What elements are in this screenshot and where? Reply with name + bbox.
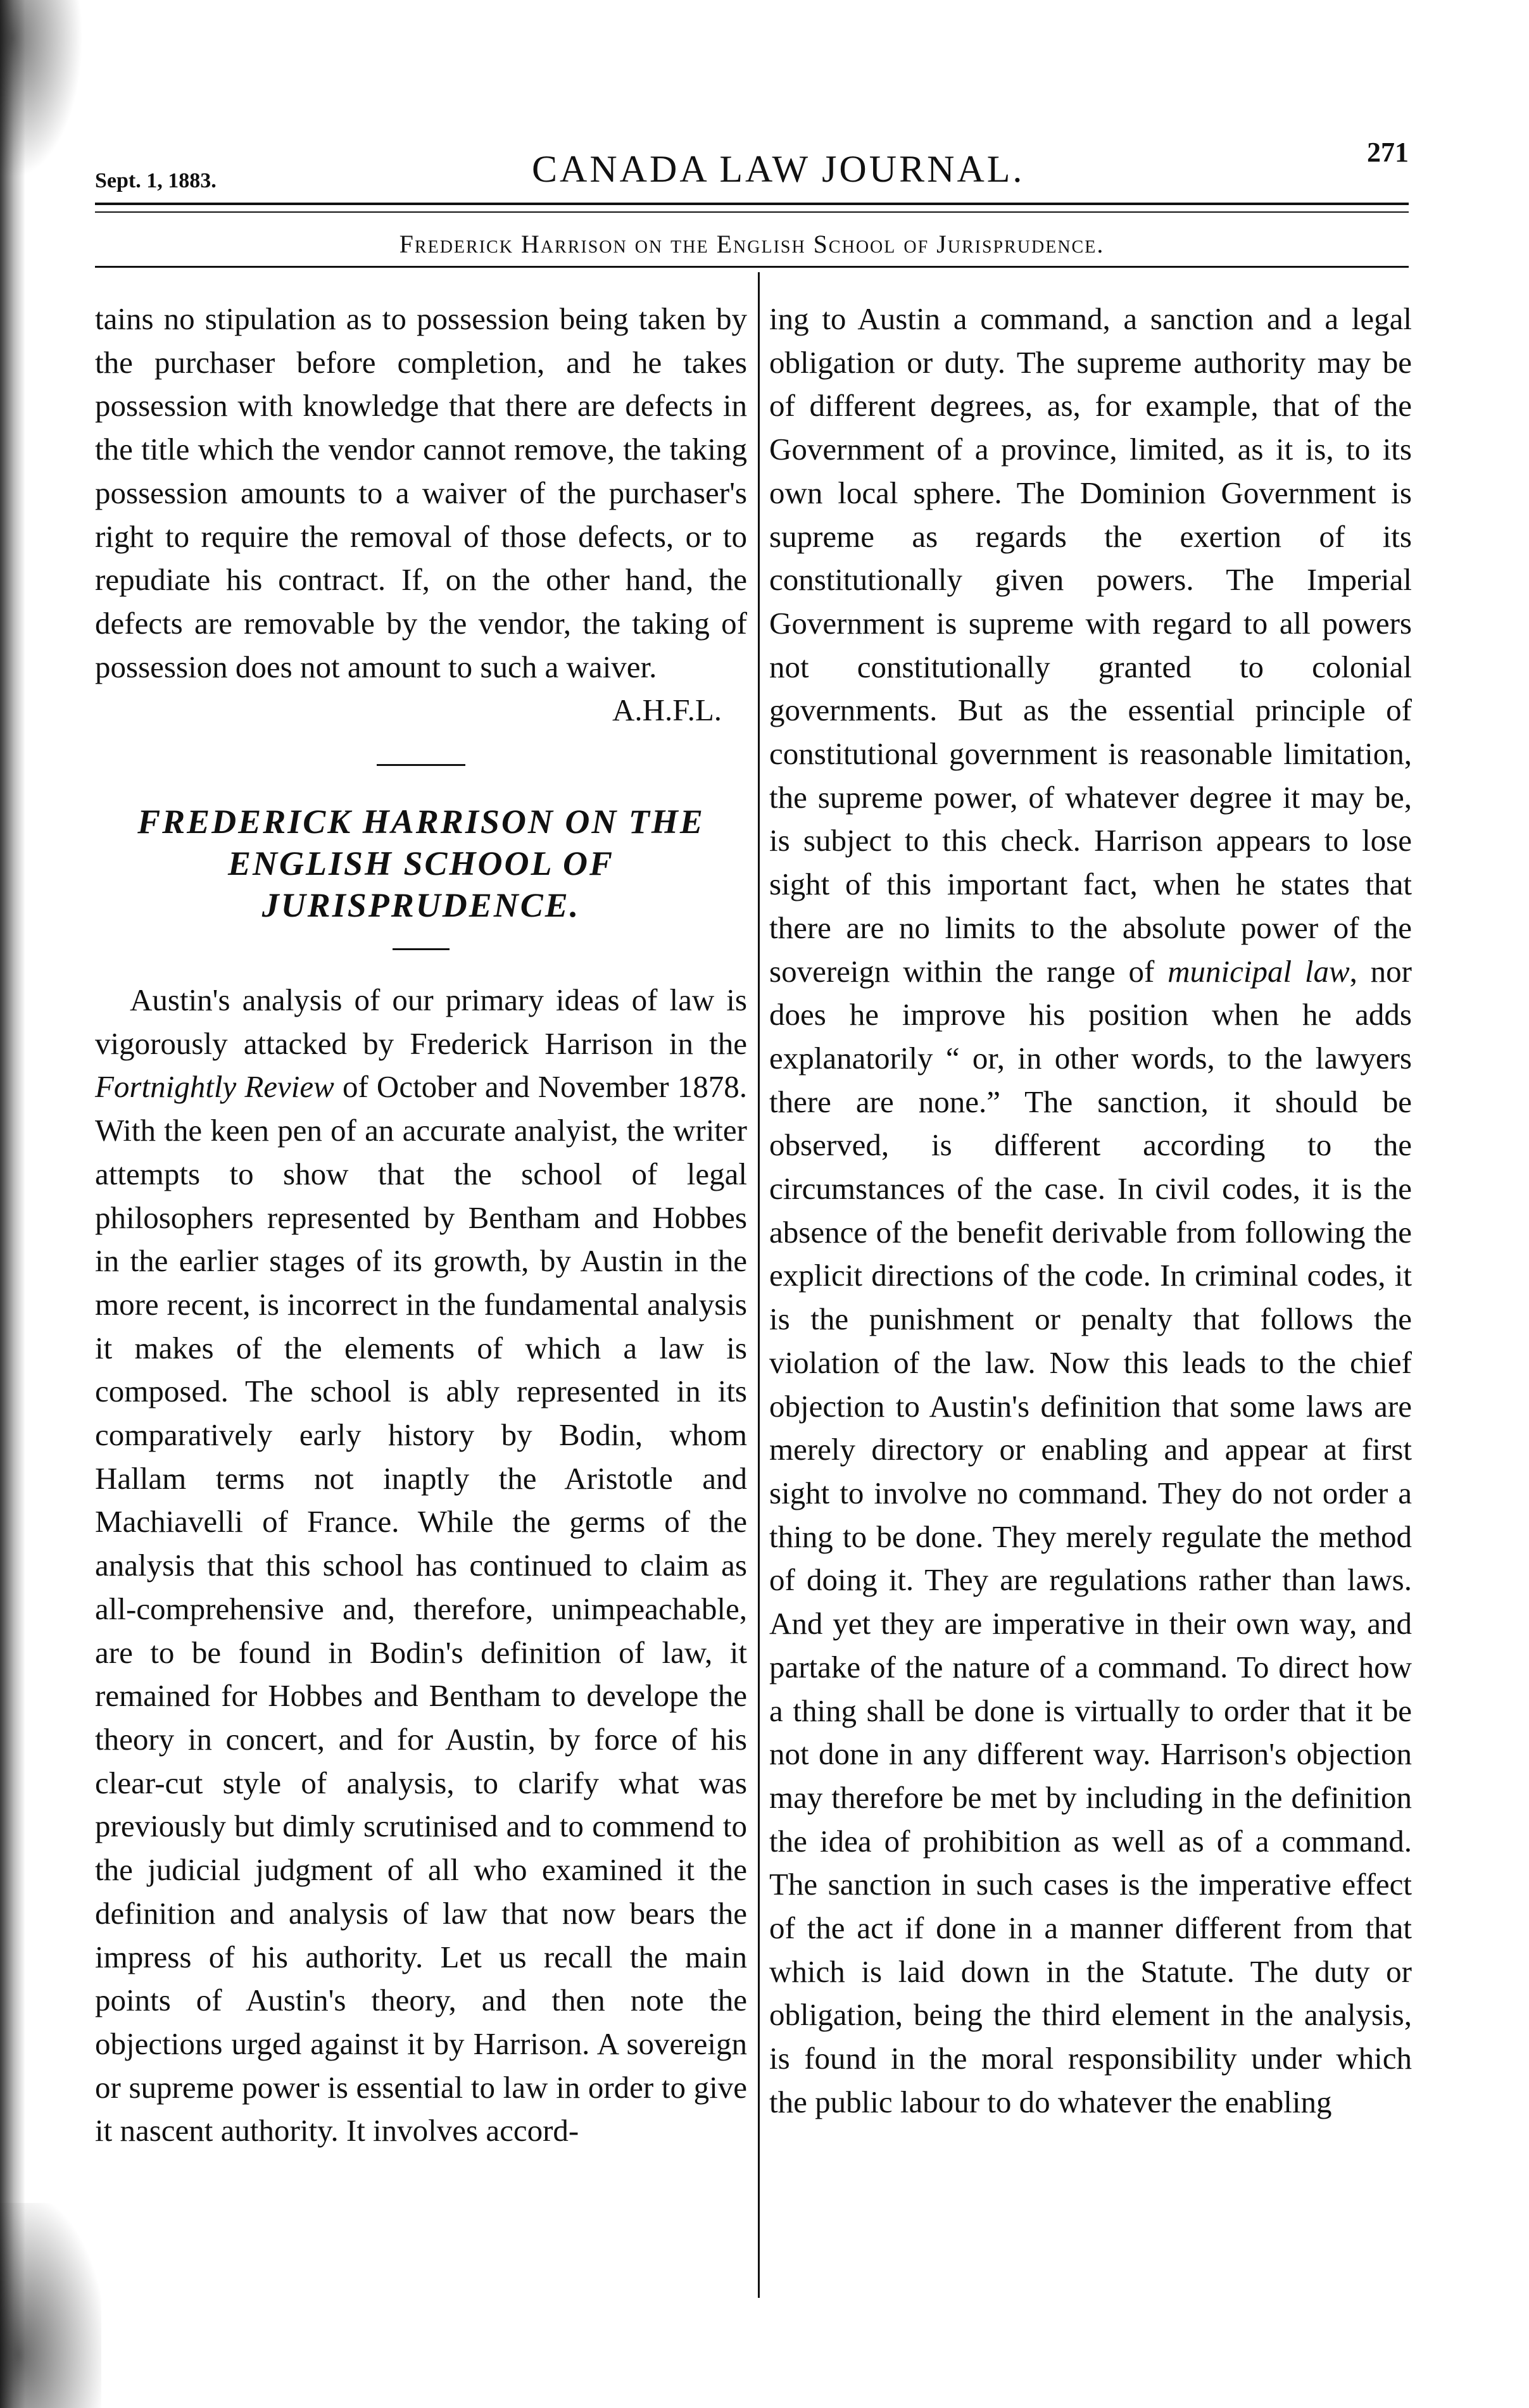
text-run: of October and November 1878. With the keen pen of an accurate analyist, the writer attempts to show that the school of legal philosophers represented by Bentham and Hobbes in the earlier stages of its growth, by Austin in the more recent, is incorrect in the fundamental analysis it makes of the elements of which a law is composed. The school is ably represented in its comparatively early history by Bodin, whom Hallam terms not inaptly the Aristotle and Machiavelli of France. While the germs of the analysis that this school has continued to claim as all-comprehensive and, therefore, unimpeachable, are to be found in Bodin's definition of law, it remained for Hobbes and Bentham to develope the theory in concert, and for Austin, by force of his clear-cut style of analysis, to clarify what was previously but dimly scrutinised and to commend to the judicial judgment of all who examined it the definition and analysis of law that now bears the impress of his authority. Let us recall the main points of Austin's theory, and then note the objections urged against it by Harrison. A sovereign or supreme power is essential to law in order to give it nascent authority. It involves accord- xyxy=(95,1069,747,2148)
section-divider xyxy=(377,764,465,766)
text-run: , nor does he improve his position when he adds explanatorily “ or, in other words, to the lawyers there are none.” The sanction, it should be observed, is different according to the circumstances of the case. In civil codes, it is the absence of the benefit derivable from following the explicit directions of the code. In criminal codes, it is the punishment or penalty that follows the violation of the law. Now this leads to the chief objection to Austin's definition that some laws are merely directory or enabling and appear at first sight to involve no command. They do not order a thing to be done. They merely regulate the method of doing it. They are regulations rather than laws. And yet they are imperative in their own way, and partake of the nature of a command. To direct how a thing shall be done is virtually to order that it be not done in any different way. Harrison's objection may therefore be met by including in the definition the idea of prohibition as well as of a command. The sanction in such cases is the imperative effect of the act if done in a manner different from that which is laid down in the Statute. The duty or obligation, being the third element in the analysis, is found in the moral responsibility under which the public labour to do whatever the enabling xyxy=(769,953,1412,2119)
article-paragraph-continued xyxy=(769,298,1412,2124)
author-initials: A.H.F.L. xyxy=(612,693,722,728)
header-rule-thin xyxy=(95,211,1409,213)
column-divider xyxy=(758,272,760,2298)
title-divider xyxy=(393,948,450,950)
issue-date: Sept. 1, 1883. xyxy=(95,169,217,192)
page-edge-shadow xyxy=(0,0,25,2408)
right-column xyxy=(769,298,1412,2124)
article-paragraph xyxy=(95,979,747,2153)
scan-speckle-bottom xyxy=(0,2203,101,2408)
page-number: 271 xyxy=(1367,137,1409,168)
scan-speckle-top xyxy=(0,0,89,190)
running-title: Frederick Harrison on the English School of Jurisprudence. xyxy=(399,230,1105,258)
article-title xyxy=(95,801,747,926)
running-title-rule xyxy=(95,266,1409,268)
article-title-line: ENGLISH SCHOOL OF xyxy=(227,844,615,883)
left-column xyxy=(95,298,747,2153)
journal-title: CANADA LAW JOURNAL. xyxy=(532,148,1025,190)
publication-name: Fortnightly Review xyxy=(95,1069,334,1105)
text-run: ing to Austin a command, a sanction and a legal obligation or duty. The supreme authority may be of different degrees, as, for example, that of the Government of a province, limited, as it is, to its own local sphere. The Dominion Government is supreme as regards the exertion of its constitutionally given powers. The Imperial Government is supreme with regard to all powers not constitutionally granted to colonial governments. But as the essential principle of constitutional government is reasonable limitation, the supreme power, of whatever degree it may be, is subject to this check. Harrison appears to lose sight of this important fact, when he states that there are no limits to the absolute power of the sovereign within the range of xyxy=(769,301,1412,989)
article-title-line: JURISPRUDENCE. xyxy=(261,886,581,925)
paragraph-continued: tains no stipulation as to possession being taken by the purchaser before completion, and he takes possession with knowledge that there are defects in the title which the vendor cannot remove, the taking possession amounts to a waiver of the purchaser's right to require the removal of those defects, or to repudiate his contract. If, on the other hand, the defects are removable by the vendor, the taking of possession does not amount to such a waiver. xyxy=(95,301,747,684)
header-rule-thick xyxy=(95,203,1409,205)
emphasis-term: municipal law xyxy=(1167,953,1350,989)
text-run: Austin's analysis of our primary ideas of law is vigorously attacked by Frederick Harrison in the xyxy=(95,982,747,1061)
page-header xyxy=(95,130,1409,199)
article-title-line: FREDERICK HARRISON ON THE xyxy=(137,803,705,841)
